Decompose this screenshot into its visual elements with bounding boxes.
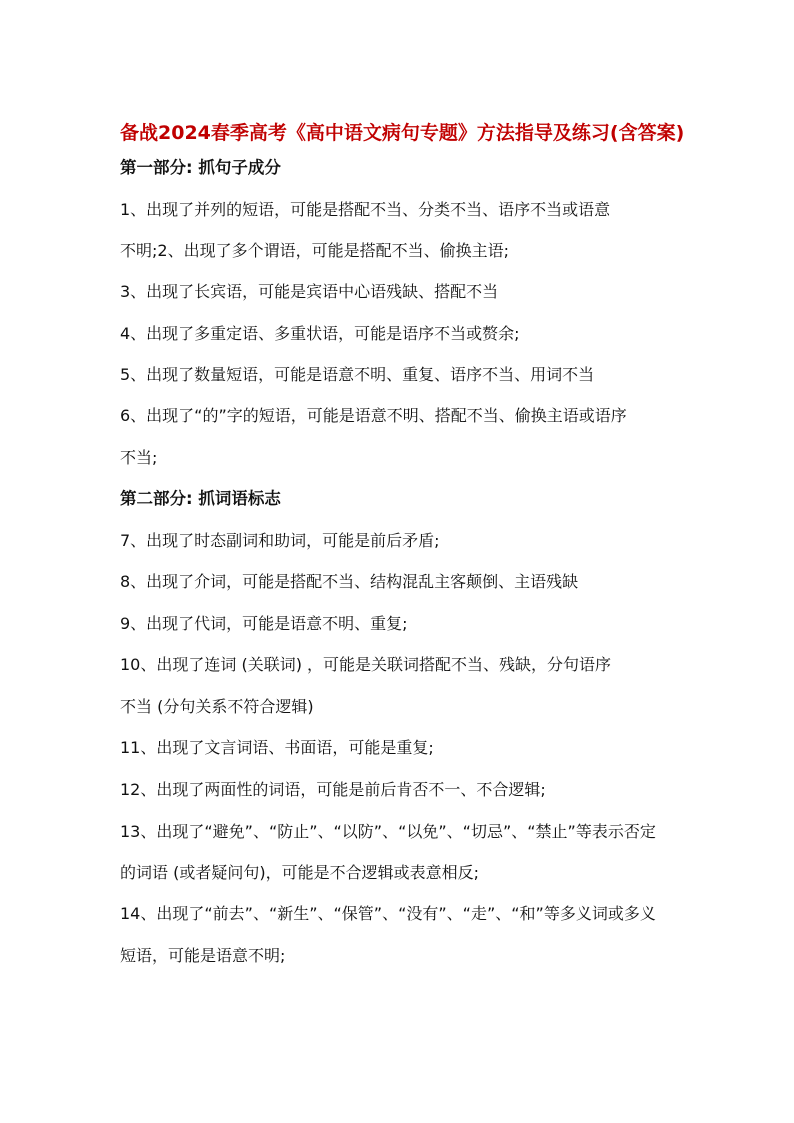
text-line: 13、出现了“避免”、“防止”、“以防”、“以免”、“切忌”、“禁止”等表示否定 (120, 822, 656, 841)
text-line: 短语，可能是语意不明; (120, 946, 286, 965)
text-line: 3、出现了长宾语，可能是宾语中心语残缺、搭配不当 (120, 282, 499, 301)
text-line: 10、出现了连词 (关联词) ，可能是关联词搭配不当、残缺，分句语序 (120, 655, 612, 674)
text-line: 4、出现了多重定语、多重状语，可能是语序不当或赘余; (120, 324, 520, 343)
text-line: 不明;2、出现了多个谓语，可能是搭配不当、偷换主语; (120, 241, 509, 260)
section-heading-2: 第二部分: 抓词语标志 (120, 489, 281, 508)
text-line: 11、出现了文言词语、书面语，可能是重复; (120, 738, 434, 757)
text-line: 不当; (120, 448, 158, 467)
text-line: 7、出现了时态副词和助词，可能是前后矛盾; (120, 531, 440, 550)
text-line: 9、出现了代词，可能是语意不明、重复; (120, 614, 408, 633)
text-line: 8、出现了介词，可能是搭配不当、结构混乱主客颠倒、主语残缺 (120, 572, 579, 591)
document-title: 备战2024春季高考《高中语文病句专题》方法指导及练习(含答案) (120, 122, 685, 144)
section-heading-1: 第一部分: 抓句子成分 (120, 158, 281, 177)
text-line: 的词语 (或者疑问句)，可能是不合逻辑或表意相反; (120, 863, 479, 882)
text-line: 5、出现了数量短语，可能是语意不明、重复、语序不当、用词不当 (120, 365, 595, 384)
text-line: 1、出现了并列的短语，可能是搭配不当、分类不当、语序不当或语意 (120, 200, 611, 219)
text-line: 不当 (分句关系不符合逻辑) (120, 697, 314, 716)
text-line: 12、出现了两面性的词语，可能是前后肯否不一、不合逻辑; (120, 780, 546, 799)
text-line: 6、出现了“的”字的短语，可能是语意不明、搭配不当、偷换主语或语序 (120, 406, 627, 425)
text-line: 14、出现了“前去”、“新生”、“保管”、“没有”、“走”、“和”等多义词或多义 (120, 904, 656, 923)
